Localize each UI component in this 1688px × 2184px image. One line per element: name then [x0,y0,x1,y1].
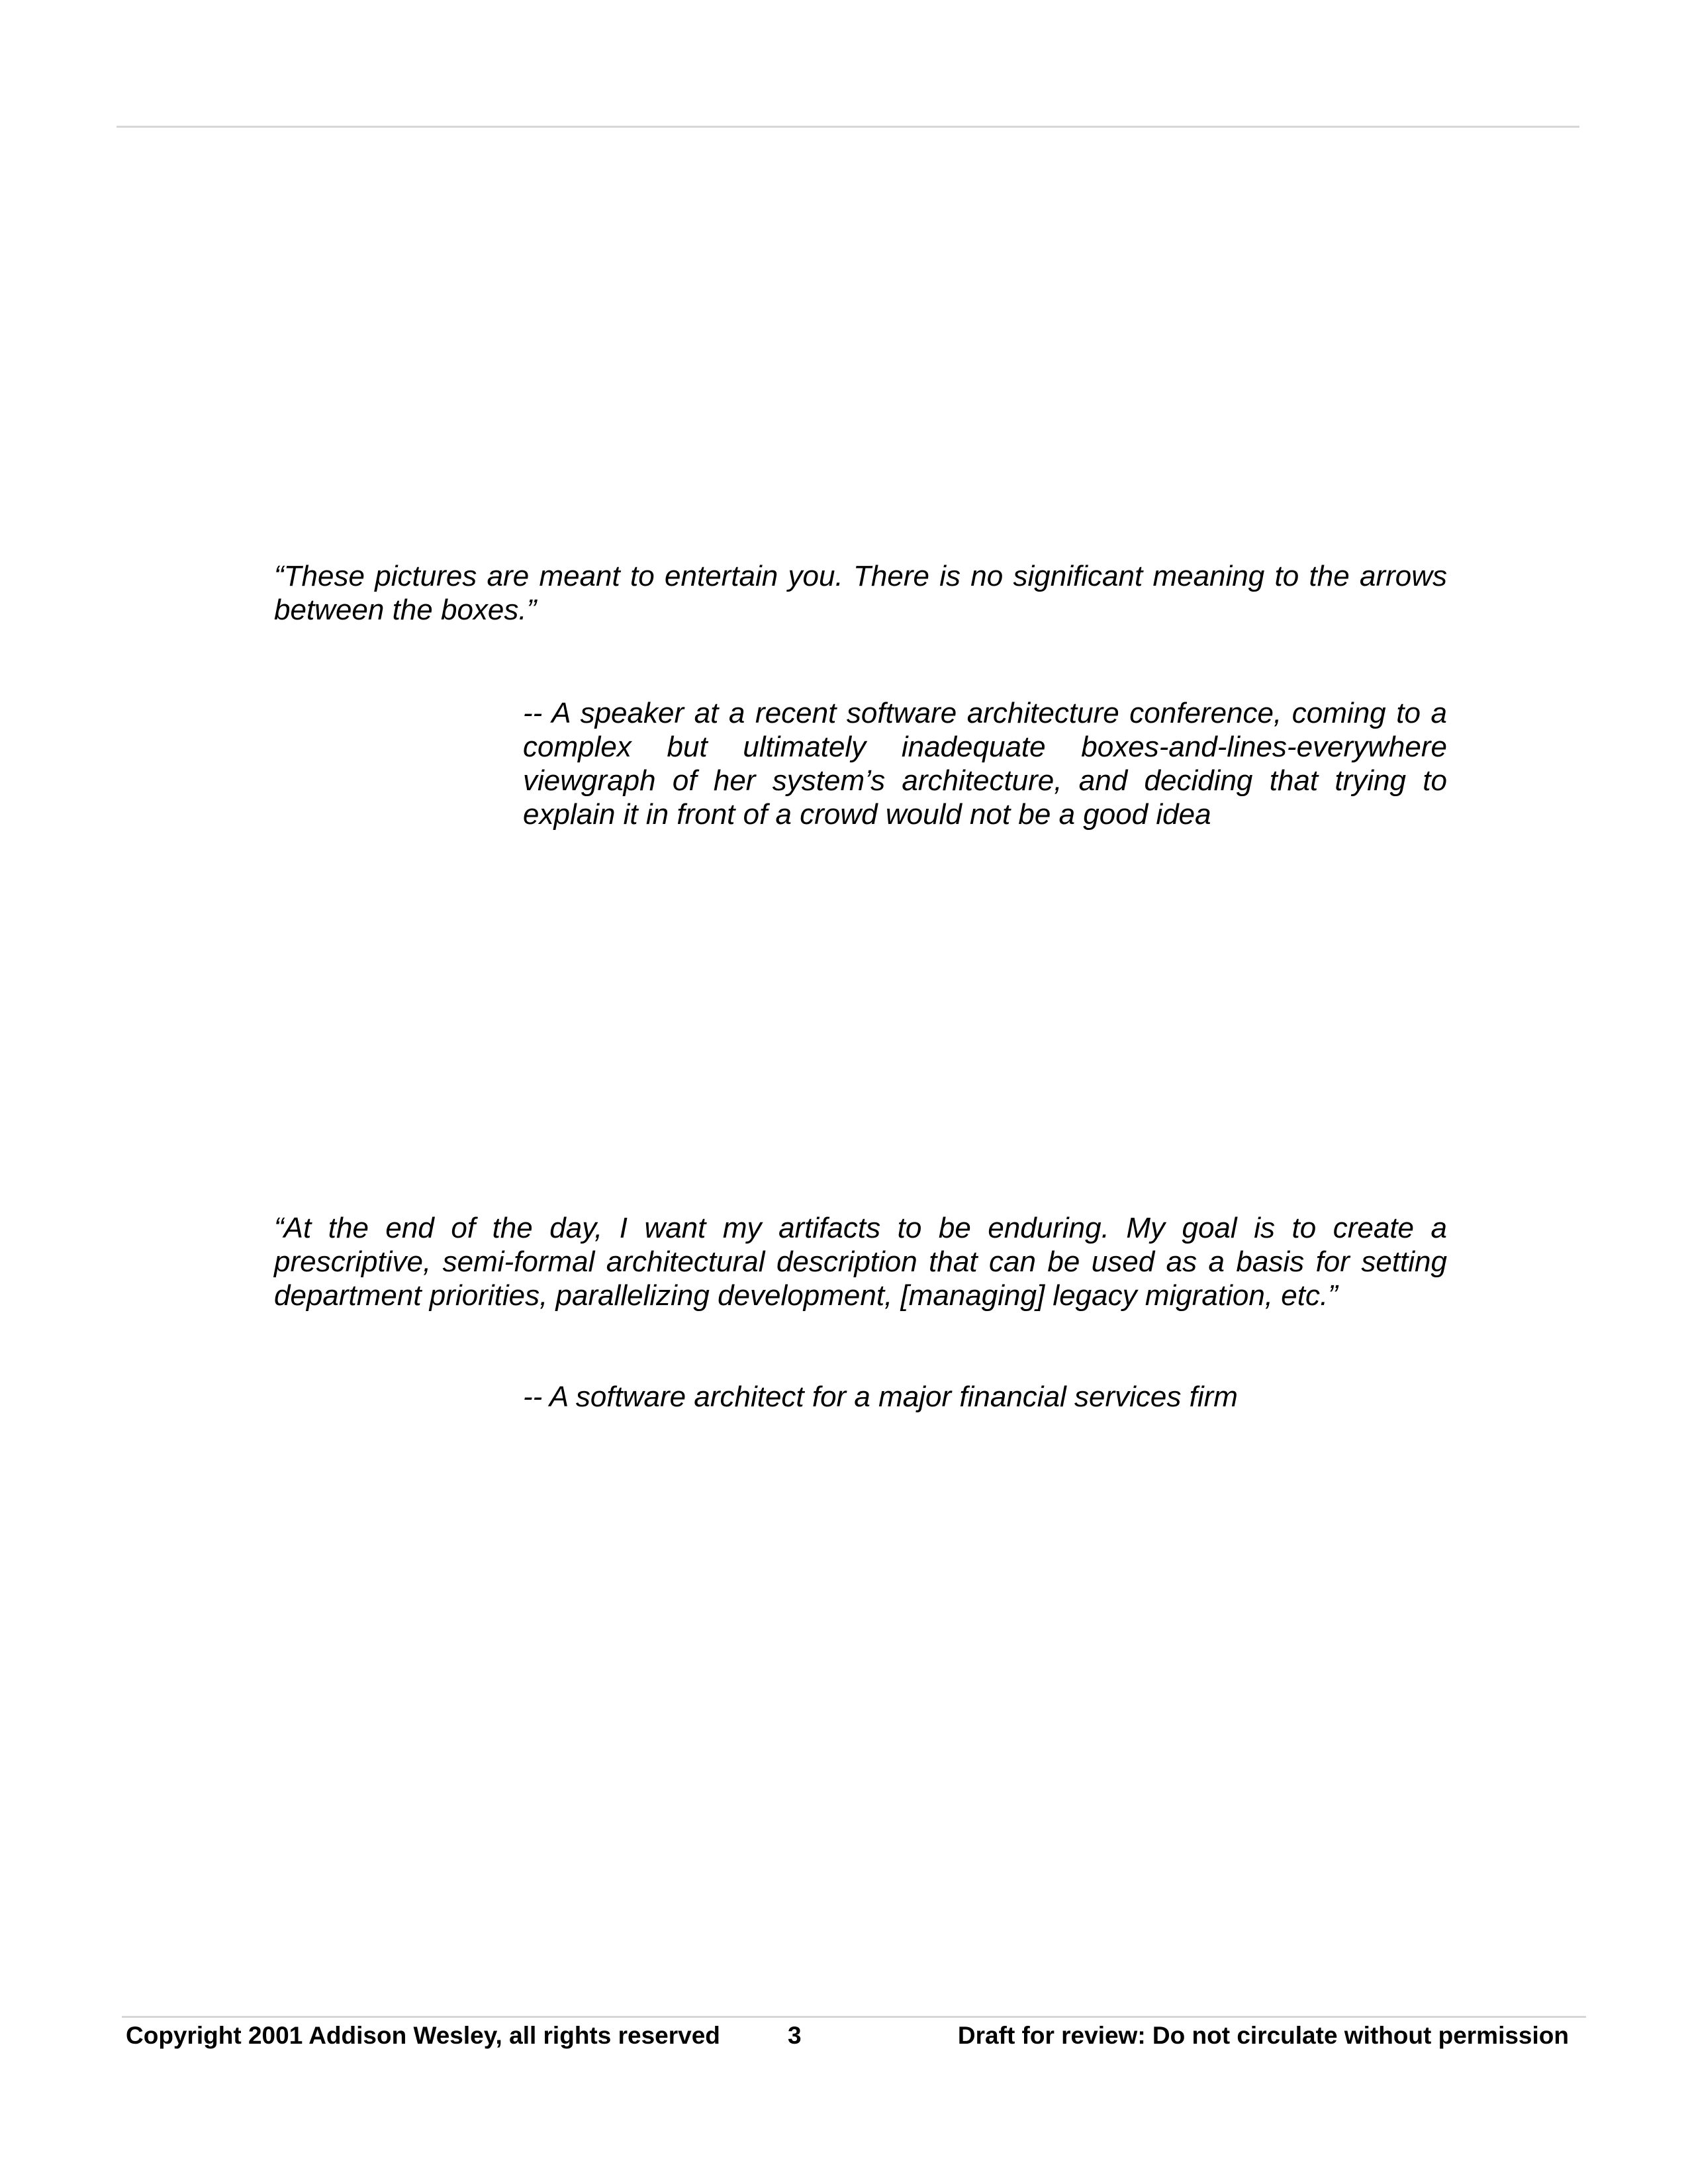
footer-rule [122,2016,1586,2018]
epigraph-quote-2: “At the end of the day, I want my artifacts to be enduring. My goal is to create a prescriptive, semi-formal architectural description that can be used as a basis for setting department priorities, parallelizing development, [managing] legacy migration, etc.” [274,1212,1447,1312]
footer-draft-notice: Draft for review: Do not circulate without permission [957,2022,1569,2049]
footer-page-number: 3 [788,2022,802,2049]
footer-copyright: Copyright 2001 Addison Wesley, all rights reserved [126,2022,720,2049]
epigraph-quote-1: “These pictures are meant to entertain you. There is no significant meaning to the arrows between the boxes.” [274,560,1447,626]
header-rule [117,126,1579,128]
epigraph-attribution-1: -- A speaker at a recent software architecture conference, coming to a complex but ultimately inadequate boxes-and-lines-everywhere viewgraph of her system’s architecture, and deciding that trying to explain it in front of a crowd would not be a good idea [523,697,1447,831]
epigraph-attribution-2: -- A software architect for a major financial services firm [523,1381,1238,1413]
